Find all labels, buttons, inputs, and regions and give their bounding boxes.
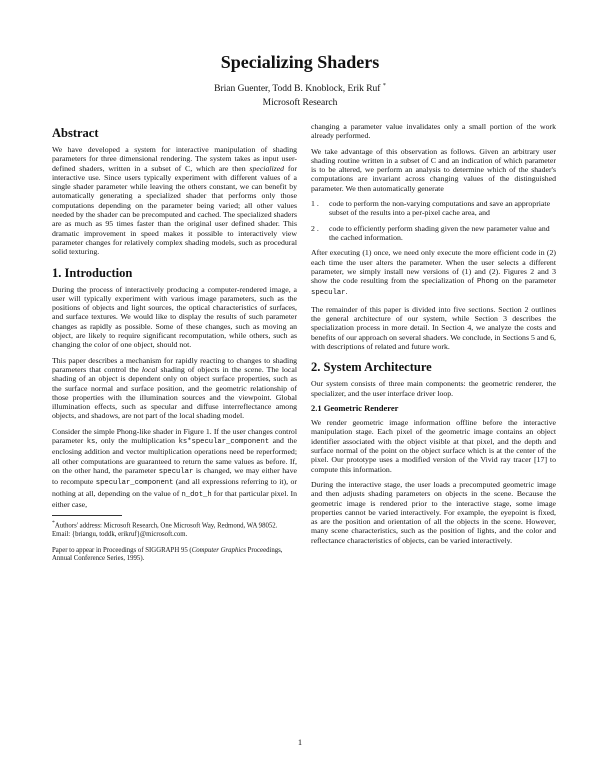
architecture-paragraph-2: We render geometric image information offline before the interactive manipulation stage. Each pixel of the geometric image contains an object identifier associated with the object visible at that pixel, and the depth and surface normal of the point on the object surface which is at the center of the pixel. Our prototype uses a modified version of the Vivid ray tracer [17] to compute this information. bbox=[311, 418, 556, 474]
generated-code-list bbox=[311, 199, 556, 242]
left-column bbox=[52, 122, 297, 572]
intro-paragraph-5: After executing (1) once, we need only execute the more efficient code in (2) each time the user alters the parameter. When the user selects a different parameter, we simply install new versions of (1) and (2). Figures 2 and 3 show the code resulting from the specialization of Phong on the parameter specular. bbox=[311, 248, 557, 298]
author-names: Brian Guenter, Todd B. Knoblock, Erik Ruf bbox=[214, 84, 381, 95]
intro-paragraph-3: Consider the simple Phong-like shader in Figure 1. If the user changes control parameter ks, only the multiplication ks*specular_component and the enclosing addition and vector multiplication operations need be reperformed; all other computations are guaranteed to return the same values as before. If, on the other hand, the parameter specular is changed, we may either have to recompute specular_component (and all expressions referring to it), or nothing at all, depending on the value of n_dot_h for that particular pixel. In either case, bbox=[52, 426, 298, 509]
publication-note: Paper to appear in Proceedings of SIGGRAPH 95 (Computer Graphics Proceedings, Annual Conference Series, 1995). bbox=[52, 546, 283, 563]
abstract-paragraph: We have developed a system for interactive manipulation of shading parameters for three dimensional rendering. The system takes as input user-defined shaders, written in a subset of C, which are then specialized for interactive use. Since users typically experiment with different values of a single shader parameter while leaving the others constant, we can benefit by automatically generating a specialized shader that performs only those computations depending on the parameter being varied; all other values needed by the shader can be precomputed and cached. The specialized shaders are as much as 95 times faster than the original user defined shader. This dramatic improvement in speed makes it possible to interactively view parameter changes for relatively complex shading models, such as procedural solid texturing. bbox=[52, 145, 297, 257]
intro-paragraph-1: During the process of interactively producing a computer-rendered image, a user will typically experiment with various image parameters, such as the positions of objects and light sources, the optical characteristics of surfaces, and surface textures. We would like to display the results of such parameter changes as rapidly as possible. Some of these changes, such as moving an object, are likely to require significant recomputation, while others, such as changing the color of one object, should not. bbox=[52, 284, 297, 350]
author-footnote-mark: * bbox=[382, 83, 386, 89]
abstract-heading: Abstract bbox=[52, 126, 99, 140]
author-line bbox=[0, 83, 600, 94]
architecture-paragraph-1: Our system consists of three main components: the geometric renderer, the specializer, and the user interface driver loop. bbox=[311, 379, 556, 398]
geometric-renderer-heading: 2.1 Geometric Renderer bbox=[311, 402, 399, 413]
intro-continued-paragraph: changing a parameter value invalidates only a small portion of the work already performed. bbox=[311, 122, 556, 141]
footnote-rule bbox=[52, 515, 122, 516]
introduction-heading: 1. Introduction bbox=[52, 265, 133, 280]
architecture-paragraph-3: During the interactive stage, the user loads a precomputed geometric image and then adjusts shading parameters on objects in the scene. Because the geometric image is rendered prior to the interactive stage, some image properties cannot be varied interactively. For example, the eyepoint is fixed, as are the position and orientation of all the objects in the scene. However, many scene characteristics, such as the position of lights, and the color and reflectance characteristics of objects, can be varied interactively. bbox=[311, 479, 556, 545]
page-number: 1 bbox=[297, 737, 303, 747]
paper-title: Specializing Shaders bbox=[220, 52, 380, 72]
system-architecture-heading: 2. System Architecture bbox=[311, 360, 432, 375]
author-footnote: *Authors' address: Microsoft Research, One Microsoft Way, Redmond, WA 98052. Email: {briangu, toddk, erikruf}@microsoft.com. bbox=[52, 520, 278, 538]
affiliation: Microsoft Research bbox=[262, 98, 338, 108]
list-item: 2 . code to efficiently perform shading given the new parameter value and the cached information. bbox=[311, 223, 550, 242]
right-column bbox=[311, 122, 556, 551]
intro-paragraph-2: This paper describes a mechanism for rapidly reacting to changes to shading parameters that control the local shading of objects in the scene. The local shading of an object is dependent only on object surface properties, such as the surface normal and surface position, and the geometric relationship of those properties with the illumination sources and the viewpoint. Global illumination effects, such as specular and diffuse interreflectance among objects, and shadows, are not part of the local shading model. bbox=[52, 355, 297, 421]
intro-paragraph-4: We take advantage of this observation as follows. Given an arbitrary user shading routine written in a subset of C and an indication of which parameter is to be altered, we perform an analysis to determine which of the shader's computations are invariant across changing values of the distinguished parameter. We then automatically generate bbox=[311, 146, 556, 193]
list-item: 1 . code to perform the non-varying computations and save an appropriate subset of the results into a per-pixel cache area, and bbox=[311, 199, 551, 218]
intro-paragraph-6: The remainder of this paper is divided into five sections. Section 2 outlines the general architecture of our system, while Section 3 describes the specialization process in more detail. In Section 4, we analyze the costs and benefits of our approach on several shaders. We conclude, in Sections 5 and 6, with descriptions of related and future work. bbox=[311, 304, 556, 351]
